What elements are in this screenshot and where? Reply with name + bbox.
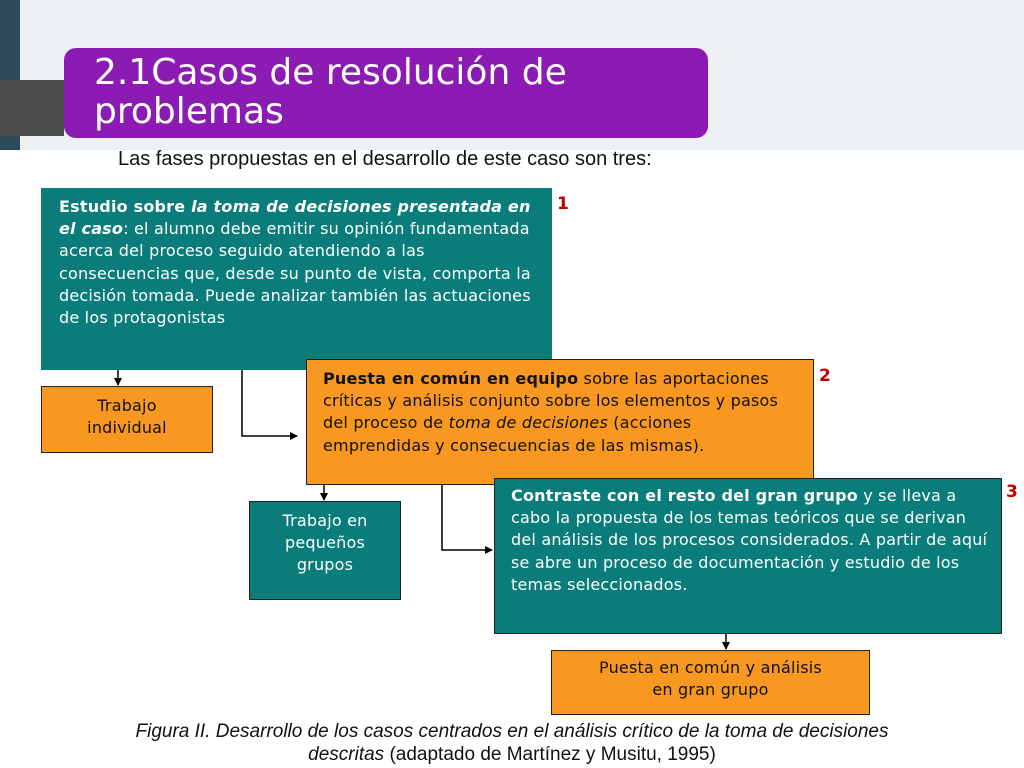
intro-text: Las fases propuestas en el desarrollo de este caso son tres: bbox=[118, 148, 652, 170]
slide-title-line-1: 2.1Casos de resolución de bbox=[94, 52, 567, 93]
phase-1-heading-emphasis: la toma de decisiones presentada en el caso bbox=[59, 197, 531, 239]
phase-1-box bbox=[41, 188, 552, 370]
caption-line-2 bbox=[0, 743, 1024, 766]
phase-1-heading: Estudio sobre bbox=[59, 197, 192, 216]
phase-1-number: 1 bbox=[557, 194, 569, 214]
caption-line-2-rest: (adaptado de Martínez y Musitu, 1995) bbox=[384, 744, 716, 765]
result-groups-label: Trabajo en pequeños grupos bbox=[282, 511, 368, 575]
phase-2-number: 2 bbox=[819, 366, 831, 386]
figure-caption bbox=[0, 720, 1024, 766]
phase-2-box bbox=[306, 359, 814, 485]
result-groups-box bbox=[249, 501, 401, 600]
phase-2-description: sobre las aportaciones críticas y análisis conjunto sobre los elementos y pasos del proceso de bbox=[323, 369, 779, 433]
phase-1-description: : el alumno debe emitir su opinión fundamentada acerca del proceso seguido atendiendo a las consecuencias que, desde su punto de vista, comporta la decisión tomada. Puede analizar también las actuaciones de los protagonistas bbox=[59, 219, 531, 328]
slide-title-line-2: problemas bbox=[94, 91, 284, 132]
result-plenary-box bbox=[551, 650, 870, 715]
caption-line-1: Figura II. Desarrollo de los casos centrados en el análisis crítico de la toma de decisiones bbox=[135, 721, 889, 742]
result-individual-label: Trabajo individual bbox=[87, 396, 167, 438]
result-plenary-label: Puesta en común y análisis en gran grupo bbox=[599, 658, 822, 700]
phase-2-description-end: (acciones emprendidas y consecuencias de las mismas). bbox=[323, 413, 705, 455]
caption-line-2-italic: descritas bbox=[308, 744, 385, 765]
phase-3-heading: Contraste con el resto del gran grupo bbox=[511, 486, 858, 505]
phase-3-box bbox=[494, 478, 1002, 634]
phase-2-emphasis: toma de decisiones bbox=[448, 413, 608, 433]
phase-2-heading: Puesta en común en equipo bbox=[323, 369, 579, 388]
arrow-phase2-to-phase3 bbox=[442, 485, 492, 550]
arrow-phase1-to-phase2 bbox=[242, 370, 297, 436]
result-individual-box bbox=[41, 386, 213, 453]
phase-3-description: y se lleva a cabo la propuesta de los temas teóricos que se derivan del análisis de los procesos considerados. A partir de aquí se abre un proceso de documentación y estudio de los temas seleccionados. bbox=[511, 486, 988, 594]
phase-3-number: 3 bbox=[1006, 482, 1018, 502]
